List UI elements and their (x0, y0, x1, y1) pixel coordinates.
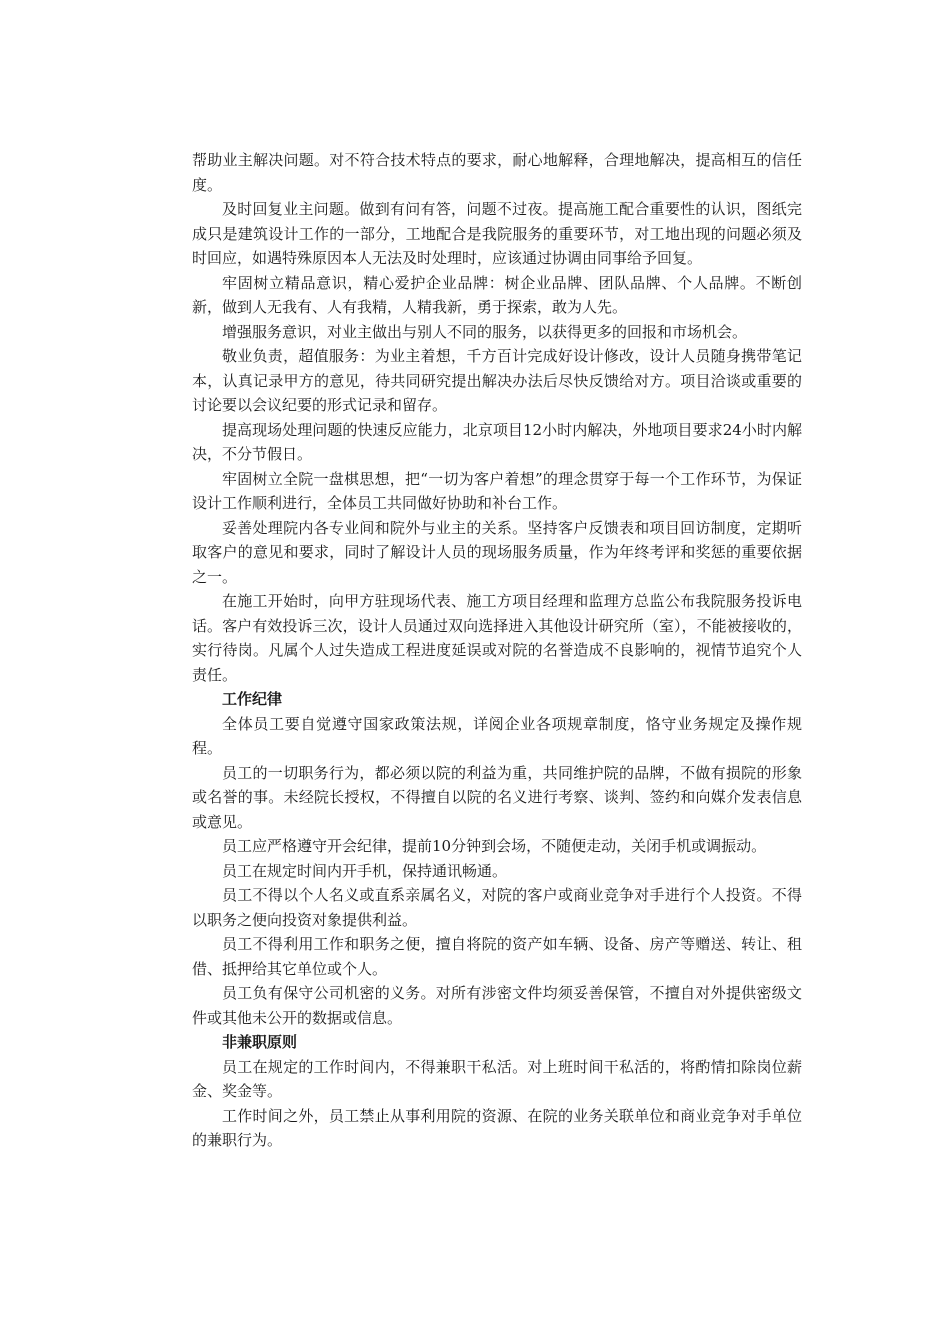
paragraph: 牢固树立精品意识，精心爱护企业品牌：树企业品牌、团队品牌、个人品牌。不断创新，做到人无我有、人有我精，人精我新，勇于探索，敢为人先。 (192, 273, 802, 316)
paragraph: 员工负有保守公司机密的义务。对所有涉密文件均须妥善保管，不擅自对外提供密级文件或其他未公开的数据或信息。 (192, 984, 802, 1027)
paragraph: 员工的一切职务行为，都必须以院的利益为重，共同维护院的品牌，不做有损院的形象或名誉的事。未经院长授权，不得擅自以院的名义进行考察、谈判、签约和向媒介发表信息或意见。 (192, 763, 802, 831)
paragraph: 妥善处理院内各专业间和院外与业主的关系。坚持客户反馈表和项目回访制度，定期听取客户的意见和要求，同时了解设计人员的现场服务质量，作为年终考评和奖惩的重要依据之一。 (192, 518, 802, 586)
paragraph: 员工应严格遵守开会纪律，提前10分钟到会场，不随便走动，关闭手机或调振动。 (222, 837, 767, 855)
paragraph: 牢固树立全院一盘棋思想，把“一切为客户着想”的理念贯穿于每一个工作环节，为保证设计工作顺利进行，全体员工共同做好协助和补台工作。 (192, 469, 802, 512)
paragraph: 在施工开始时，向甲方驻现场代表、施工方项目经理和监理方总监公布我院服务投诉电话。客户有效投诉三次，设计人员通过双向选择进入其他设计研究所（室），不能被接收的，实行待岗。凡属个人过失造成工程进度延误或对院的名誉造成不良影响的，视情节追究个人责任。 (192, 592, 802, 684)
paragraph: 员工不得利用工作和职务之便，擅自将院的资产如车辆、设备、房产等赠送、转让、租借、抵押给其它单位或个人。 (192, 935, 802, 978)
paragraph: 帮助业主解决问题。对不符合技术特点的要求，耐心地解释，合理地解决，提高相互的信任度。 (192, 151, 802, 194)
paragraph: 工作时间之外，员工禁止从事利用院的资源、在院的业务关联单位和商业竞争对手单位的兼职行为。 (192, 1106, 802, 1149)
section-heading-discipline: 工作纪律 (222, 690, 283, 708)
paragraph: 员工在规定时间内开手机，保持通讯畅通。 (222, 861, 508, 880)
paragraph: 提高现场处理问题的快速反应能力，北京项目12小时内解决，外地项目要求24小时内解决，不分节假日。 (192, 420, 802, 463)
document-page (192, 148, 802, 1153)
paragraph: 全体员工要自觉遵守国家政策法规，详阅企业各项规章制度，恪守业务规定及操作规程。 (192, 714, 802, 757)
section-heading-no-parttime: 非兼职原则 (222, 1033, 298, 1051)
paragraph: 员工不得以个人名义或直系亲属名义，对院的客户或商业竞争对手进行个人投资。不得以职务之便向投资对象提供利益。 (192, 886, 802, 929)
paragraph: 敬业负责，超值服务：为业主着想，千方百计完成好设计修改，设计人员随身携带笔记本，认真记录甲方的意见，待共同研究提出解决办法后尽快反馈给对方。项目洽谈或重要的讨论要以会议纪要的形式记录和留存。 (192, 347, 802, 414)
paragraph: 员工在规定的工作时间内，不得兼职干私活。对上班时间干私活的，将酌情扣除岗位薪金、奖金等。 (192, 1057, 802, 1100)
paragraph: 及时回复业主问题。做到有问有答，问题不过夜。提高施工配合重要性的认识，图纸完成只是建筑设计工作的一部分，工地配合是我院服务的重要环节，对工地出现的问题必须及时回应，如遇特殊原因本人无法及时处理时，应该通过协调由同事给予回复。 (192, 200, 802, 267)
paragraph: 增强服务意识，对业主做出与别人不同的服务，以获得更多的回报和市场机会。 (222, 322, 748, 341)
